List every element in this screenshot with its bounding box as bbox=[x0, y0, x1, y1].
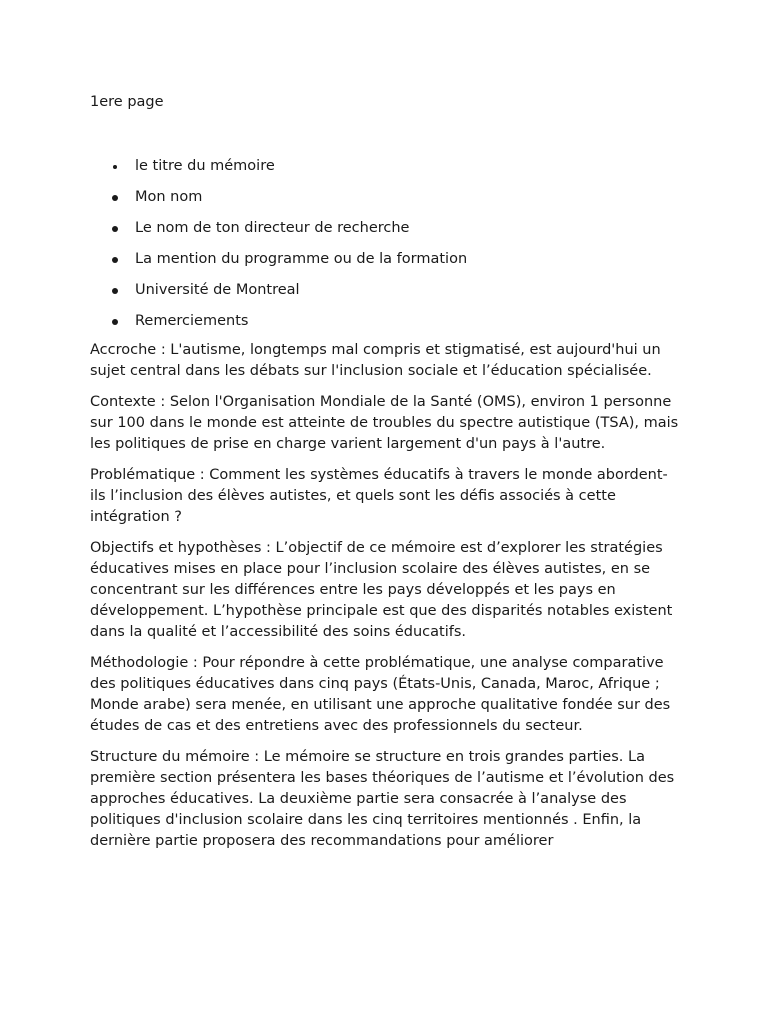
bullet-icon bbox=[113, 165, 117, 169]
paragraph-objectifs: Objectifs et hypothèses : L’objectif de ce mémoire est d’explorer les stratégies éducatives mises en place pour l’inclusion scolaire des élèves autistes, en se concentrant sur les différences entre les pays développés et les pays en développement. L’hypothèse principale est que des disparités notables existent dans la qualité et l’accessibilité des soins éducatifs. bbox=[90, 540, 673, 640]
list-item-text: Mon nom bbox=[135, 189, 203, 205]
paragraph-problematique: Problématique : Comment les systèmes éducatifs à travers le monde abordent-ils l’inclusion des élèves autistes, et quels sont les défis associés à cette intégration ? bbox=[90, 467, 668, 525]
list-item bbox=[90, 187, 678, 208]
paragraph-accroche: Accroche : L'autisme, longtemps mal compris et stigmatisé, est aujourd'hui un sujet central dans les débats sur l'inclusion sociale et l’éducation spécialisée. bbox=[90, 342, 661, 379]
list-item-text: Le nom de ton directeur de recherche bbox=[135, 220, 410, 236]
list-item bbox=[90, 249, 678, 270]
list-item-text: le titre du mémoire bbox=[135, 158, 275, 174]
list-item bbox=[90, 156, 678, 177]
list-item bbox=[90, 218, 678, 239]
bullet-icon bbox=[112, 319, 118, 325]
page-label: 1ere page bbox=[90, 94, 164, 110]
title-page-checklist bbox=[90, 156, 678, 332]
list-item-text: Université de Montreal bbox=[135, 282, 300, 298]
bullet-icon bbox=[112, 226, 118, 232]
paragraph-contexte: Contexte : Selon l'Organisation Mondiale de la Santé (OMS), environ 1 personne sur 100 dans le monde est atteinte de troubles du spectre autistique (TSA), mais les politiques de prise en charge varient largement d'un pays à l'autre. bbox=[90, 394, 679, 452]
bullet-icon bbox=[112, 288, 118, 294]
bullet-icon bbox=[112, 257, 118, 263]
list-item-text: La mention du programme ou de la formation bbox=[135, 251, 468, 267]
list-item bbox=[90, 280, 678, 301]
list-item-text: Remerciements bbox=[135, 313, 249, 329]
paragraph-methodologie: Méthodologie : Pour répondre à cette problématique, une analyse comparative des politiques éducatives dans cinq pays (États-Unis, Canada, Maroc, Afrique ; Monde arabe) sera menée, en utilisant une approche qualitative fondée sur des études de cas et des entretiens avec des professionnels du secteur. bbox=[90, 655, 671, 734]
list-item bbox=[90, 311, 678, 332]
bullet-icon bbox=[112, 195, 118, 201]
paragraph-structure: Structure du mémoire : Le mémoire se structure en trois grandes parties. La première section présentera les bases théoriques de l’autisme et l’évolution des approches éducatives. La deuxième partie sera consacrée à l’analyse des politiques d'inclusion scolaire dans les cinq territoires mentionnés . Enfin, la dernière partie proposera des recommandations pour améliorer bbox=[90, 749, 675, 849]
